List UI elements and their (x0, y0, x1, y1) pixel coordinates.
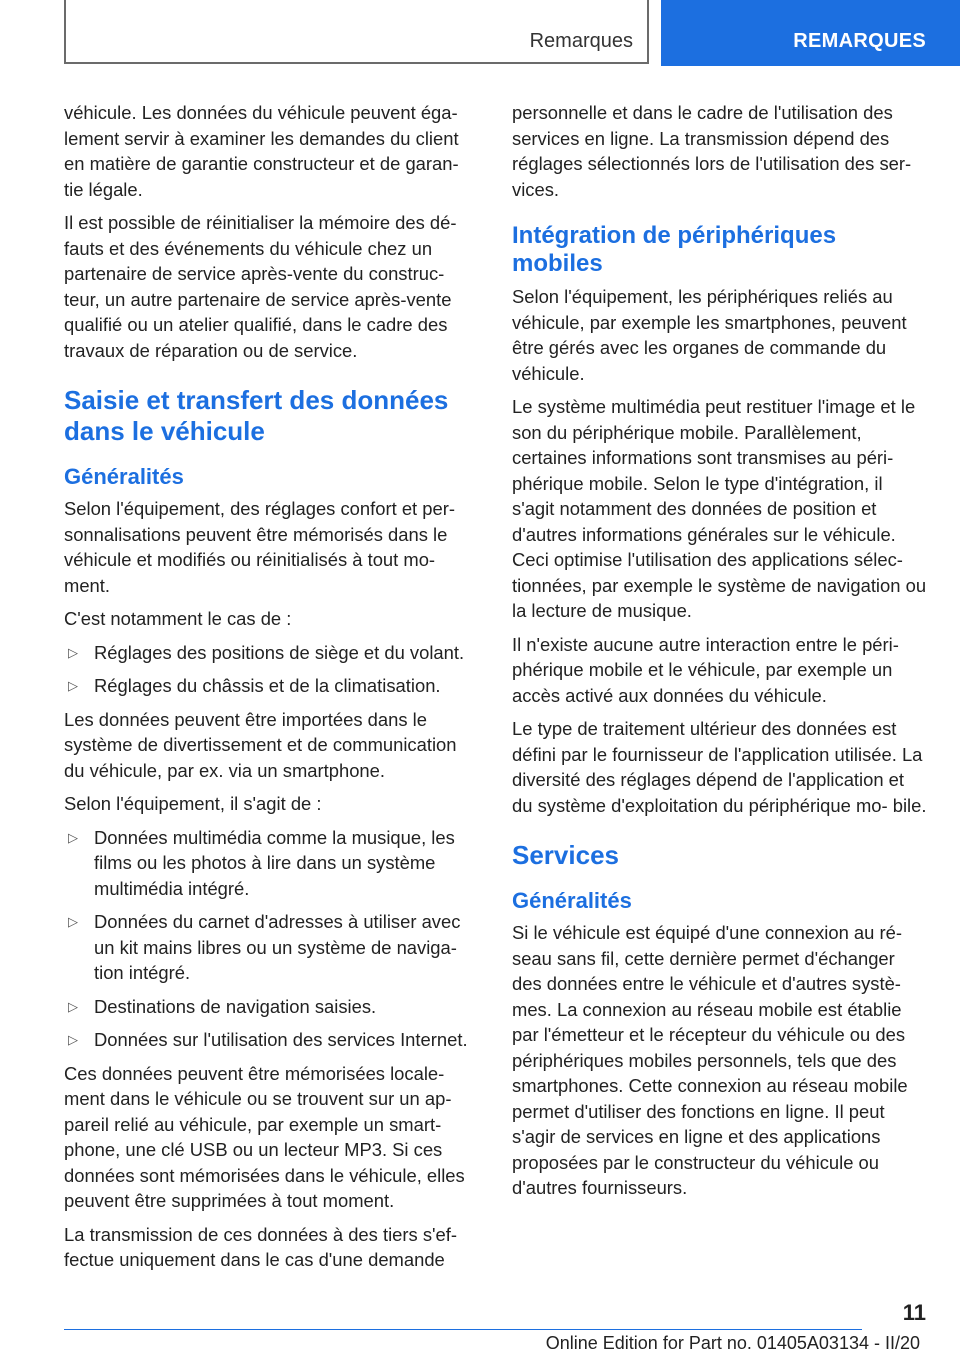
paragraph: Ces données peuvent être mémorisées locale- ment dans le véhicule ou se trouvent sur un ap- pareil relié au véhicule, par exemple un smart- phone, une clé USB ou un lecteur MP3. Si ces données sont mémorisées dans le véhicule, elles peuvent être supprimées à tout moment. (64, 1062, 465, 1211)
paragraph: Selon l'équipement, des réglages confort et per- sonnalisations peuvent être mémorisés dans le véhicule et modifiés ou réinitialisés à tout mo- ment. (64, 498, 455, 596)
section-heading: Intégration de périphériques mobiles (512, 222, 837, 277)
paragraph: Selon l'équipement, il s'agit de : (64, 793, 322, 814)
triangle-bullet-icon: ▷ (68, 829, 78, 845)
subsection-heading: Généralités (64, 464, 184, 489)
triangle-bullet-icon: ▷ (68, 998, 78, 1014)
paragraph: C'est notamment le cas de : (64, 608, 292, 629)
header-section-box (64, 0, 649, 64)
paragraph: Il n'existe aucune autre interaction entre le péri- phérique mobile et le véhicule, par exemple un accès activé aux données du véhicule. (512, 633, 899, 706)
list-item-text: Destinations de navigation saisies. (94, 995, 377, 1017)
page-number: 11 (902, 1300, 926, 1325)
paragraph: La transmission de ces données à des tiers s'ef- fectue uniquement dans le cas d'une demande (64, 1223, 457, 1270)
list-item (64, 640, 478, 666)
section-heading: Services (512, 840, 619, 870)
list-item-text: Réglages du châssis et de la climatisation. (94, 675, 441, 696)
header-chapter-tab (661, 0, 960, 66)
paragraph: Selon l'équipement, les périphériques reliés au véhicule, par exemple les smartphones, peuvent être gérés avec les organes de commande du véhicule. (512, 286, 907, 384)
bullet-list (64, 640, 478, 699)
list-item (64, 1027, 478, 1053)
paragraph: Il est possible de réinitialiser la mémoire des dé- fauts et des événements du véhicule chez un partenaire de service après-vente du construc- teur, un autre partenaire de service après-vente qualifié ou un atelier qualifié, dans le cadre des travaux de réparation ou de service. (64, 212, 457, 361)
list-item (64, 909, 478, 986)
list-item (64, 994, 478, 1020)
paragraph: personnelle et dans le cadre de l'utilisation des services en ligne. La transmission dépend des réglages sélectionnés lors de l'utilisation des ser- vices. (512, 102, 912, 200)
paragraph: Le type de traitement ultérieur des données est défini par le fournisseur de l'application utilisée. La diversité des réglages dépend de l'application et du système d'exploitation du périphérique mo- bile. (512, 718, 927, 816)
footer-divider (64, 1329, 862, 1330)
triangle-bullet-icon: ▷ (68, 914, 78, 929)
list-item-text: Données multimédia comme la musique, les films ou les photos à lire dans un système multimédia intégré. (94, 826, 455, 899)
paragraph: Le système multimédia peut restituer l'image et le son du périphérique mobile. Parallèlement, certaines informations sont transmises au péri- phérique mobile. Selon le type d'intégration, il s'agit notamment des données de position et d'autres informations générales sur le véhicule. Ceci optimise l'utilisation des applications sélec- tionnées, par exemple le système de navigation ou la lecture de musique. (512, 396, 927, 621)
triangle-bullet-icon: ▷ (68, 1032, 78, 1047)
triangle-bullet-icon: ▷ (68, 644, 78, 660)
triangle-bullet-icon: ▷ (68, 678, 78, 693)
list-item-text: Réglages des positions de siège et du volant. (94, 641, 465, 663)
paragraph: Si le véhicule est équipé d'une connexion au ré- seau sans fil, cette dernière permet d'échanger des données entre le véhicule et d'autres systè- mes. La connexion au réseau mobile est établie par l'émetteur et le récepteur du véhicule ou des périphériques mobiles personnels, tels que des smartphones. Cette connexion au réseau mobile permet d'utiliser des fonctions en ligne. Il peut s'agir de services en ligne et des applications proposées par le constructeur du véhicule ou d'autres fournisseurs. (512, 922, 908, 1198)
paragraph: véhicule. Les données du véhicule peuvent éga- lement servir à examiner les demandes du client en matière de garantie constructeur et de garan- tie légale. (64, 102, 459, 200)
section-heading: Saisie et transfert des données dans le véhicule (64, 385, 449, 446)
bullet-list (64, 825, 478, 1053)
list-item (64, 673, 478, 699)
subsection-heading: Généralités (512, 888, 632, 913)
list-item-text: Données sur l'utilisation des services Internet. (94, 1029, 468, 1050)
left-column (64, 100, 478, 1281)
header-section-label: Remarques (529, 30, 633, 52)
list-item (64, 825, 478, 902)
header-chapter-label: REMARQUES (793, 30, 926, 52)
list-item-text: Données du carnet d'adresses à utiliser avec un kit mains libres ou un système de naviga- tion intégré. (94, 911, 461, 983)
paragraph: Les données peuvent être importées dans le système de divertissement et de communication du véhicule, par ex. via un smartphone. (64, 708, 457, 781)
right-column (512, 100, 928, 1209)
footer-edition-text: Online Edition for Part no. 01405A03134 - II/20 (545, 1333, 920, 1353)
